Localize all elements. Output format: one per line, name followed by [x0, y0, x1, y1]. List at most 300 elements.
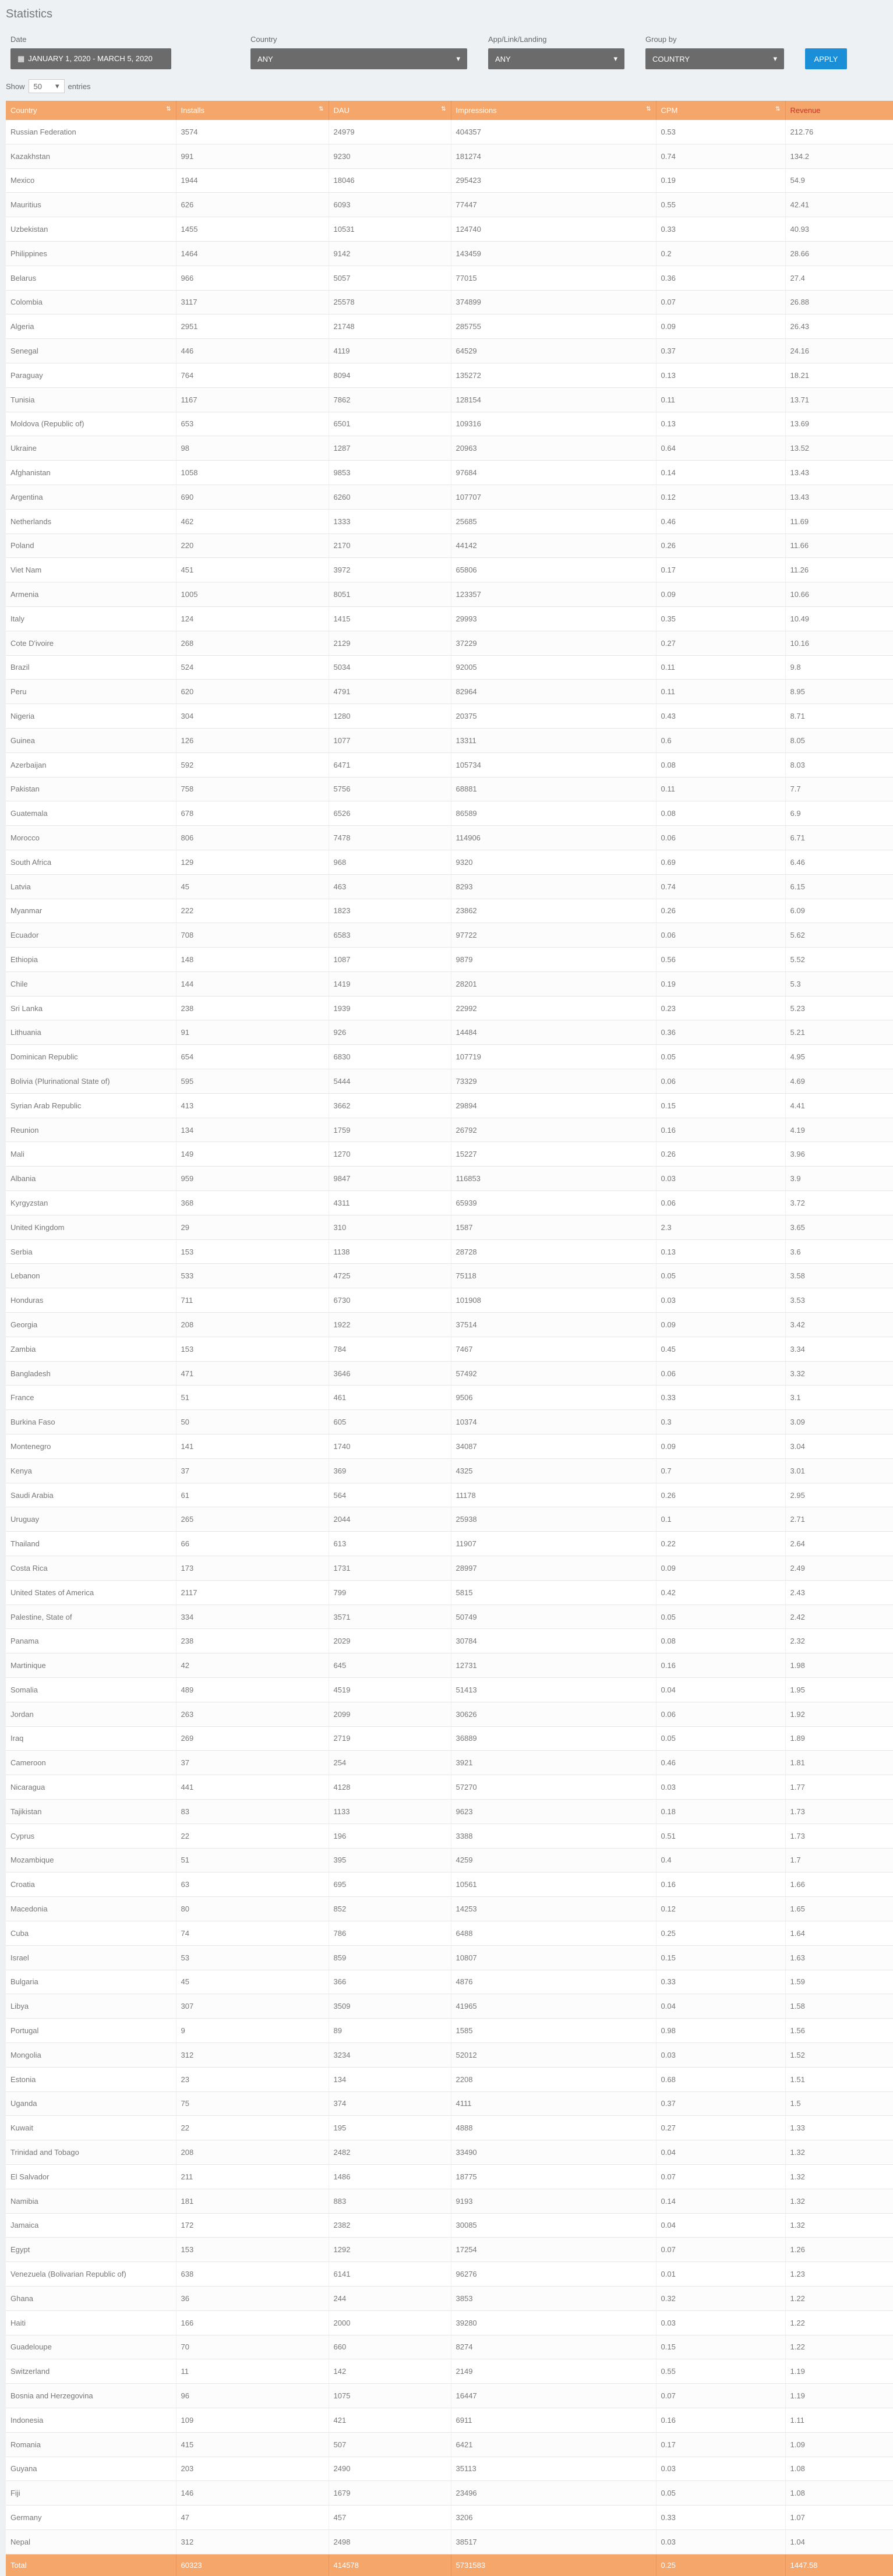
impressions-cell: 28201 — [451, 971, 656, 996]
cpm-cell: 0.16 — [656, 1872, 785, 1897]
table-row — [6, 363, 893, 387]
cpm-cell: 0.4 — [656, 1848, 785, 1872]
installs-cell: 146 — [176, 2481, 329, 2506]
revenue-cell: 28.66 — [785, 241, 893, 266]
revenue-cell: 3.9 — [785, 1167, 893, 1191]
impressions-cell: 28728 — [451, 1239, 656, 1264]
revenue-cell: 13.71 — [785, 387, 893, 412]
impressions-cell: 4325 — [451, 1458, 656, 1483]
revenue-cell: 3.6 — [785, 1239, 893, 1264]
cpm-cell: 0.14 — [656, 2189, 785, 2213]
revenue-cell: 1.52 — [785, 2043, 893, 2067]
impressions-cell: 135272 — [451, 363, 656, 387]
impressions-cell: 4111 — [451, 2091, 656, 2116]
installs-cell: 37 — [176, 1458, 329, 1483]
cpm-cell: 0.09 — [656, 315, 785, 339]
dau-cell: 254 — [329, 1751, 451, 1775]
country-cell: Brazil — [6, 655, 176, 680]
country-cell: Guadeloupe — [6, 2335, 176, 2359]
table-row — [6, 2457, 893, 2481]
column-header-revenue[interactable] — [785, 101, 893, 120]
entries-control — [6, 75, 887, 98]
cpm-cell: 0.05 — [656, 1726, 785, 1751]
dau-cell: 1486 — [329, 2164, 451, 2189]
revenue-cell: 2.42 — [785, 1605, 893, 1629]
revenue-cell: 212.76 — [785, 120, 893, 144]
installs-cell: 203 — [176, 2457, 329, 2481]
installs-cell: 263 — [176, 1702, 329, 1726]
revenue-cell: 11.66 — [785, 533, 893, 558]
cpm-cell: 0.09 — [656, 1556, 785, 1581]
dau-cell: 2029 — [329, 1629, 451, 1653]
revenue-cell: 1.22 — [785, 2310, 893, 2335]
installs-cell: 690 — [176, 485, 329, 509]
cpm-cell: 0.26 — [656, 899, 785, 923]
country-cell: Kuwait — [6, 2116, 176, 2140]
cpm-cell: 0.12 — [656, 1897, 785, 1921]
installs-cell: 654 — [176, 1045, 329, 1069]
impressions-cell: 29894 — [451, 1093, 656, 1118]
dau-cell: 4791 — [329, 680, 451, 704]
dau-cell: 859 — [329, 1945, 451, 1970]
impressions-cell: 38517 — [451, 2529, 656, 2554]
country-cell: Syrian Arab Republic — [6, 1093, 176, 1118]
installs-cell: 96 — [176, 2384, 329, 2408]
total-installs: 60323 — [176, 2554, 329, 2576]
installs-cell: 47 — [176, 2506, 329, 2530]
impressions-cell: 86589 — [451, 801, 656, 826]
impressions-cell: 16447 — [451, 2384, 656, 2408]
table-row — [6, 1313, 893, 1337]
dau-cell: 926 — [329, 1020, 451, 1045]
dau-cell: 4119 — [329, 339, 451, 363]
dau-cell: 2099 — [329, 1702, 451, 1726]
cpm-cell: 0.51 — [656, 1824, 785, 1848]
installs-cell: 334 — [176, 1605, 329, 1629]
dau-cell: 4725 — [329, 1264, 451, 1288]
country-cell: United States of America — [6, 1580, 176, 1605]
table-row — [6, 801, 893, 826]
country-cell: United Kingdom — [6, 1215, 176, 1239]
installs-cell: 9 — [176, 2019, 329, 2043]
impressions-cell: 52012 — [451, 2043, 656, 2067]
country-cell: Trinidad and Tobago — [6, 2140, 176, 2165]
apply-button[interactable]: APPLY — [805, 48, 847, 69]
cpm-cell: 0.06 — [656, 826, 785, 850]
cpm-cell: 0.08 — [656, 1629, 785, 1653]
chevron-down-icon: ▾ — [55, 82, 59, 90]
cpm-cell: 0.19 — [656, 168, 785, 193]
table-row — [6, 1921, 893, 1945]
cpm-cell: 0.17 — [656, 2432, 785, 2457]
table-row — [6, 1386, 893, 1410]
country-cell: South Africa — [6, 850, 176, 874]
revenue-cell: 1.22 — [785, 2335, 893, 2359]
dau-cell: 613 — [329, 1532, 451, 1556]
column-header-installs[interactable] — [176, 101, 329, 120]
dau-cell: 3662 — [329, 1093, 451, 1118]
table-total-row — [6, 2554, 893, 2576]
installs-cell: 3574 — [176, 120, 329, 144]
table-row — [6, 1215, 893, 1239]
table-row — [6, 1897, 893, 1921]
table-row — [6, 2384, 893, 2408]
country-cell: Poland — [6, 533, 176, 558]
country-cell: Azerbaijan — [6, 752, 176, 777]
dau-cell: 2482 — [329, 2140, 451, 2165]
revenue-cell: 13.43 — [785, 461, 893, 485]
impressions-cell: 17254 — [451, 2238, 656, 2262]
installs-cell: 1944 — [176, 168, 329, 193]
cpm-cell: 0.46 — [656, 1751, 785, 1775]
country-cell: Guyana — [6, 2457, 176, 2481]
impressions-cell: 92005 — [451, 655, 656, 680]
cpm-cell: 0.27 — [656, 631, 785, 655]
country-cell: Estonia — [6, 2067, 176, 2091]
country-cell: Portugal — [6, 2019, 176, 2043]
dau-cell: 6526 — [329, 801, 451, 826]
table-row — [6, 2213, 893, 2238]
installs-cell: 153 — [176, 2238, 329, 2262]
chevron-down-icon: ▾ — [773, 54, 777, 63]
installs-cell: 959 — [176, 1167, 329, 1191]
cpm-cell: 0.03 — [656, 2310, 785, 2335]
cpm-cell: 0.98 — [656, 2019, 785, 2043]
country-cell: France — [6, 1386, 176, 1410]
country-cell: Senegal — [6, 339, 176, 363]
group-filter — [645, 28, 784, 75]
revenue-cell: 5.21 — [785, 1020, 893, 1045]
table-row — [6, 1580, 893, 1605]
table-row — [6, 752, 893, 777]
table-row — [6, 533, 893, 558]
country-select[interactable] — [250, 48, 467, 69]
impressions-cell: 9879 — [451, 948, 656, 972]
country-cell: Viet Nam — [6, 558, 176, 582]
column-header-impressions[interactable] — [451, 101, 656, 120]
cpm-cell: 0.11 — [656, 387, 785, 412]
installs-cell: 2951 — [176, 315, 329, 339]
installs-cell: 126 — [176, 728, 329, 752]
installs-cell: 708 — [176, 923, 329, 948]
table-row — [6, 606, 893, 631]
country-cell: Reunion — [6, 1118, 176, 1142]
installs-cell: 3117 — [176, 290, 329, 315]
installs-cell: 758 — [176, 777, 329, 801]
cpm-cell: 0.64 — [656, 436, 785, 461]
impressions-cell: 285755 — [451, 315, 656, 339]
revenue-cell: 1.19 — [785, 2359, 893, 2384]
installs-cell: 109 — [176, 2408, 329, 2432]
table-row — [6, 217, 893, 242]
installs-cell: 211 — [176, 2164, 329, 2189]
installs-cell: 208 — [176, 2140, 329, 2165]
country-cell: Cote D'ivoire — [6, 631, 176, 655]
revenue-cell: 1.22 — [785, 2286, 893, 2310]
table-row — [6, 826, 893, 850]
table-row — [6, 1045, 893, 1069]
table-row — [6, 2359, 893, 2384]
impressions-cell: 1587 — [451, 1215, 656, 1239]
cpm-cell: 0.6 — [656, 728, 785, 752]
country-cell: Haiti — [6, 2310, 176, 2335]
impressions-cell: 124740 — [451, 217, 656, 242]
impressions-cell: 404357 — [451, 120, 656, 144]
impressions-cell: 35113 — [451, 2457, 656, 2481]
impressions-cell: 11178 — [451, 1483, 656, 1507]
installs-cell: 153 — [176, 1337, 329, 1361]
table-row — [6, 631, 893, 655]
impressions-cell: 12731 — [451, 1653, 656, 1678]
installs-cell: 446 — [176, 339, 329, 363]
column-header-country[interactable] — [6, 101, 176, 120]
impressions-cell: 33490 — [451, 2140, 656, 2165]
dau-cell: 4128 — [329, 1775, 451, 1800]
installs-cell: 451 — [176, 558, 329, 582]
installs-cell: 1455 — [176, 217, 329, 242]
table-row — [6, 1069, 893, 1094]
impressions-cell: 107719 — [451, 1045, 656, 1069]
column-header-dau[interactable] — [329, 101, 451, 120]
table-row — [6, 2262, 893, 2287]
country-cell: Netherlands — [6, 509, 176, 533]
installs-cell: 592 — [176, 752, 329, 777]
cpm-cell: 0.14 — [656, 461, 785, 485]
cpm-cell: 0.55 — [656, 2359, 785, 2384]
column-header-label: DAU — [333, 106, 350, 115]
cpm-cell: 0.04 — [656, 2140, 785, 2165]
country-cell: Iraq — [6, 1726, 176, 1751]
country-cell: Mexico — [6, 168, 176, 193]
app-select[interactable] — [488, 48, 624, 69]
table-row — [6, 1410, 893, 1434]
country-cell: Pakistan — [6, 777, 176, 801]
country-cell: Cameroon — [6, 1751, 176, 1775]
table-row — [6, 1653, 893, 1678]
dau-cell: 605 — [329, 1410, 451, 1434]
installs-cell: 148 — [176, 948, 329, 972]
revenue-cell: 5.52 — [785, 948, 893, 972]
table-row — [6, 1629, 893, 1653]
country-cell: Cuba — [6, 1921, 176, 1945]
cpm-cell: 0.07 — [656, 2238, 785, 2262]
installs-cell: 50 — [176, 1410, 329, 1434]
country-cell: Lebanon — [6, 1264, 176, 1288]
country-cell: Guatemala — [6, 801, 176, 826]
cpm-cell: 0.36 — [656, 266, 785, 290]
dau-cell: 1280 — [329, 704, 451, 729]
table-row — [6, 1970, 893, 1994]
country-cell: Moldova (Republic of) — [6, 412, 176, 436]
table-row — [6, 1239, 893, 1264]
installs-cell: 75 — [176, 2091, 329, 2116]
cpm-cell: 0.06 — [656, 1069, 785, 1094]
impressions-cell: 25938 — [451, 1507, 656, 1532]
country-cell: Bolivia (Plurinational State of) — [6, 1069, 176, 1094]
cpm-cell: 0.11 — [656, 680, 785, 704]
dau-cell: 2490 — [329, 2457, 451, 2481]
table-row — [6, 1167, 893, 1191]
dau-cell: 374 — [329, 2091, 451, 2116]
date-filter — [10, 28, 171, 75]
cpm-cell: 0.22 — [656, 1532, 785, 1556]
dau-cell: 89 — [329, 2019, 451, 2043]
installs-cell: 471 — [176, 1361, 329, 1386]
cpm-cell: 0.06 — [656, 1361, 785, 1386]
installs-cell: 991 — [176, 144, 329, 168]
table-row — [6, 2481, 893, 2506]
table-row — [6, 923, 893, 948]
country-cell: Lithuania — [6, 1020, 176, 1045]
revenue-cell: 1.32 — [785, 2164, 893, 2189]
impressions-cell: 6488 — [451, 1921, 656, 1945]
country-cell: Uganda — [6, 2091, 176, 2116]
country-cell: Tajikistan — [6, 1799, 176, 1824]
revenue-cell: 3.96 — [785, 1142, 893, 1167]
entries-select[interactable] — [29, 79, 65, 93]
country-cell: Nigeria — [6, 704, 176, 729]
revenue-cell: 4.69 — [785, 1069, 893, 1094]
table-row — [6, 1093, 893, 1118]
revenue-cell: 4.19 — [785, 1118, 893, 1142]
impressions-cell: 105734 — [451, 752, 656, 777]
revenue-cell: 1.32 — [785, 2140, 893, 2165]
table-row — [6, 2067, 893, 2091]
column-header-cpm[interactable] — [656, 101, 785, 120]
revenue-cell: 1.81 — [785, 1751, 893, 1775]
country-cell: Mali — [6, 1142, 176, 1167]
cpm-cell: 0.03 — [656, 2529, 785, 2554]
dau-cell: 195 — [329, 2116, 451, 2140]
installs-cell: 222 — [176, 899, 329, 923]
table-row — [6, 1288, 893, 1313]
dau-cell: 6260 — [329, 485, 451, 509]
installs-cell: 415 — [176, 2432, 329, 2457]
cpm-cell: 0.12 — [656, 485, 785, 509]
country-cell: Tunisia — [6, 387, 176, 412]
installs-cell: 2117 — [176, 1580, 329, 1605]
table-row — [6, 1726, 893, 1751]
dau-cell: 968 — [329, 850, 451, 874]
installs-cell: 413 — [176, 1093, 329, 1118]
country-cell: Kazakhstan — [6, 144, 176, 168]
revenue-cell: 1.32 — [785, 2189, 893, 2213]
dau-cell: 786 — [329, 1921, 451, 1945]
table-row — [6, 1507, 893, 1532]
revenue-cell: 1.26 — [785, 2238, 893, 2262]
group-select[interactable] — [645, 48, 784, 69]
column-header-label: Country — [10, 106, 37, 115]
revenue-cell: 1.5 — [785, 2091, 893, 2116]
revenue-cell: 8.95 — [785, 680, 893, 704]
impressions-cell: 97684 — [451, 461, 656, 485]
total-impressions: 5731583 — [451, 2554, 656, 2576]
cpm-cell: 0.04 — [656, 1678, 785, 1702]
installs-cell: 626 — [176, 193, 329, 217]
entries-suffix: entries — [68, 82, 91, 91]
installs-cell: 124 — [176, 606, 329, 631]
country-cell: Palestine, State of — [6, 1605, 176, 1629]
country-cell: Russian Federation — [6, 120, 176, 144]
country-cell: Colombia — [6, 290, 176, 315]
table-row — [6, 655, 893, 680]
cpm-cell: 0.16 — [656, 1118, 785, 1142]
installs-cell: 268 — [176, 631, 329, 655]
dau-cell: 421 — [329, 2408, 451, 2432]
impressions-cell: 116853 — [451, 1167, 656, 1191]
table-row — [6, 1532, 893, 1556]
dau-cell: 457 — [329, 2506, 451, 2530]
installs-cell: 22 — [176, 2116, 329, 2140]
sort-icon: ⇅ — [319, 106, 324, 112]
filter-bar — [6, 28, 887, 75]
impressions-cell: 30626 — [451, 1702, 656, 1726]
country-cell: Montenegro — [6, 1434, 176, 1459]
total-dau: 414578 — [329, 2554, 451, 2576]
impressions-cell: 18775 — [451, 2164, 656, 2189]
cpm-cell: 0.16 — [656, 1653, 785, 1678]
country-cell: Zambia — [6, 1337, 176, 1361]
revenue-cell: 13.69 — [785, 412, 893, 436]
table-row — [6, 387, 893, 412]
country-cell: Saudi Arabia — [6, 1483, 176, 1507]
revenue-cell: 2.64 — [785, 1532, 893, 1556]
cpm-cell: 0.36 — [656, 1020, 785, 1045]
date-range-button[interactable] — [10, 48, 171, 69]
app-filter — [488, 28, 624, 75]
impressions-cell: 77015 — [451, 266, 656, 290]
country-cell: Georgia — [6, 1313, 176, 1337]
table-row — [6, 2116, 893, 2140]
country-cell: Ukraine — [6, 436, 176, 461]
installs-cell: 269 — [176, 1726, 329, 1751]
dau-cell: 1138 — [329, 1239, 451, 1264]
dau-cell: 1823 — [329, 899, 451, 923]
dau-cell: 1075 — [329, 2384, 451, 2408]
dau-cell: 2170 — [329, 533, 451, 558]
country-cell: Myanmar — [6, 899, 176, 923]
dau-cell: 883 — [329, 2189, 451, 2213]
revenue-cell: 2.49 — [785, 1556, 893, 1581]
cpm-cell: 0.06 — [656, 1191, 785, 1215]
table-row — [6, 971, 893, 996]
dau-cell: 366 — [329, 1970, 451, 1994]
impressions-cell: 7467 — [451, 1337, 656, 1361]
impressions-cell: 181274 — [451, 144, 656, 168]
revenue-cell: 6.15 — [785, 874, 893, 899]
country-filter — [250, 28, 467, 75]
cpm-cell: 0.01 — [656, 2262, 785, 2287]
table-row — [6, 1142, 893, 1167]
country-cell: Israel — [6, 1945, 176, 1970]
table-row — [6, 315, 893, 339]
impressions-cell: 51413 — [451, 1678, 656, 1702]
dau-cell: 3972 — [329, 558, 451, 582]
app-select-value: ANY — [495, 54, 511, 63]
cpm-cell: 0.04 — [656, 1994, 785, 2019]
dau-cell: 6583 — [329, 923, 451, 948]
installs-cell: 23 — [176, 2067, 329, 2091]
country-cell: Jordan — [6, 1702, 176, 1726]
installs-cell: 53 — [176, 1945, 329, 1970]
revenue-cell: 4.95 — [785, 1045, 893, 1069]
table-row — [6, 1434, 893, 1459]
installs-cell: 11 — [176, 2359, 329, 2384]
dau-cell: 24979 — [329, 120, 451, 144]
revenue-cell: 3.53 — [785, 1288, 893, 1313]
dau-cell: 799 — [329, 1580, 451, 1605]
dau-cell: 6471 — [329, 752, 451, 777]
